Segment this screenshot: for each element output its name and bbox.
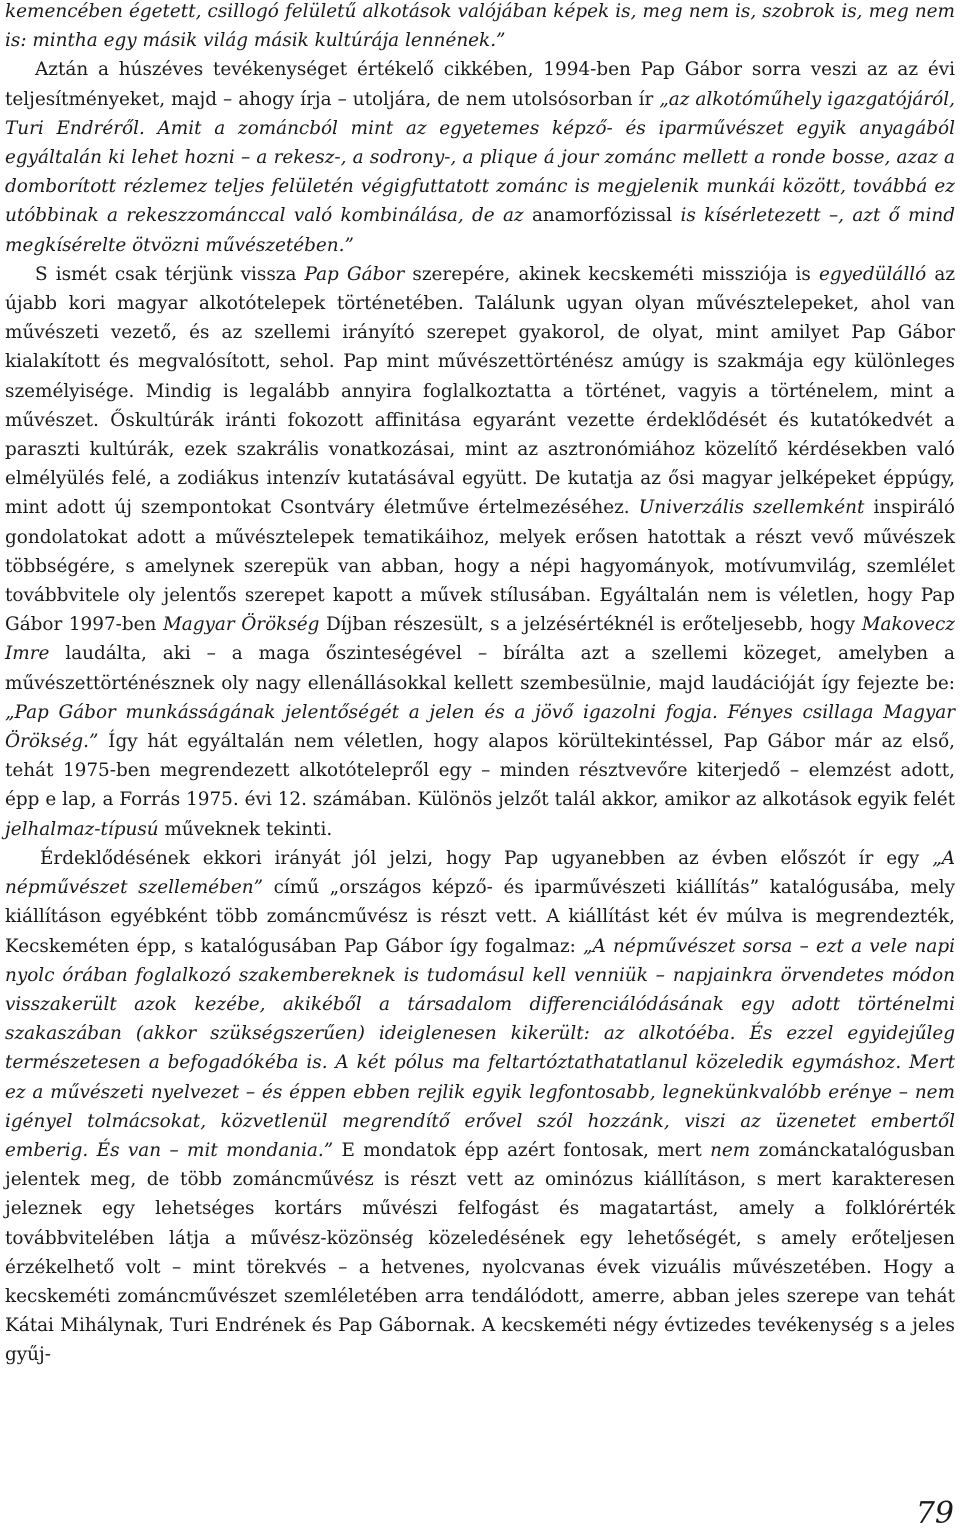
paragraph-3 xyxy=(5,260,955,844)
italic-text-run: Univerzális szellemként xyxy=(638,497,865,519)
text-run: inspiráló gondolatokat adott a művésztelepek tematikáihoz, melyek erősen hatottak a részt vevő művészek többségére, s amelynek szerepük van abban, hogy a népi hagyományok, motívumvilág, szemlélet továbbvitele oly jelentős szerepet kapott a művek stílusában. Egyáltalán nem is véletlen, hogy Pap Gábor 1997-ben xyxy=(5,497,956,636)
italic-text-run: egyedülálló xyxy=(819,263,927,285)
text-run: Díjban részesült, s a jelzésértéknél is erőteljesebb, hogy xyxy=(319,614,862,636)
paragraph-2 xyxy=(5,55,955,259)
italic-text-run: „A népművészet szellemében” xyxy=(5,847,955,899)
italic-text-run: nem xyxy=(710,1139,751,1161)
paragraph-4 xyxy=(5,844,955,1370)
text-run: anamorfózissal xyxy=(531,205,673,227)
italic-text-run: jelhalmaz-típusú xyxy=(5,818,159,840)
italic-text-run: „A népművészet sorsa – ezt a vele napi nyolc órában foglalkozó szakembereknek is tudomásul kell venniük – napjainkra örvendetes módon visszakerült azok kezébe, akikéből a társadalom differenciálódásának egy adott történelmi szakaszában (akkor szükségszerűen) ideiglenesen kikerült: az alkotóéba. És ezzel egyidejűleg természetesen a befogadókéba is. A két pólus ma feltartóztathatatlanul közeledik egymáshoz. Mert ez a művészeti nyelvezet – és éppen ebben rejlik egyik legfontosabb, legnekünkvalóbb erénye – nem igényel tolmácsokat, közvetlenül megrendítő erővel szól hozzánk, viszi az üzenetet embertől emberig. És van – mit mondania.” xyxy=(5,935,955,1161)
italic-text-run: kemencében égetett, csillogó felületű alkotások valójában képek is, meg nem is, szobrok is, meg nem is: mintha egy másik világ másik kultúrája lennének.” xyxy=(5,1,955,52)
text-run: műveknek tekinti. xyxy=(158,818,333,840)
text-run: Aztán a húszéves tevékenységet értékelő cikkében, 1994-ben Pap Gábor sorra veszi az az évi teljesítményeket, majd – ahogy írja – utoljára, de nem utolsósorban ír xyxy=(5,59,955,110)
document-page xyxy=(5,0,955,1370)
page-number: 79 xyxy=(915,1496,954,1531)
text-run: Érdeklődésének ekkori irányát jól jelzi, hogy Pap ugyanebben az évben előszót ír egy xyxy=(40,847,933,869)
text-run: című „országos képző- és iparművészeti kiállítás” katalógusába, mely kiállításon egyébként több zománcművész is részt vett. A kiállítást két év múlva is megrendezték, Kecskeméten épp, s katalógusában Pap Gábor így fogalmaz: xyxy=(5,877,955,957)
text-run: Így hát egyáltalán nem véletlen, hogy alapos körültekintéssel, Pap Gábor már az első, tehát 1975-ben megrendezett alkotótelepről egy – minden résztvevőre kiterjedő – elemzést adott, épp e lap, a Forrás 1975. évi 12. számában. Különös jelzőt talál akkor, amikor az alkotások egyik felét xyxy=(5,731,955,811)
italic-text-run: Magyar Örökség xyxy=(162,614,320,636)
italic-text-run: „az alkotóműhely igazgatójáról, Turi Endréről. Amit a zománcból mint az egyetemes képző- és iparművészet egyik anyagából egyáltalán ki lehet hozni – a rekesz-, a sodrony-, a plique á jour zománc mellett a ronde bosse, azaz a domborított rézlemez teljes felületén végigfuttatott zománc is megjelenik munkái között, továbbá ez utóbbinak a rekeszzománccal való kombinálása, de az xyxy=(5,88,955,227)
text-run: laudálta, aki – a maga őszinteségével – bírálta azt a szellemi közeget, amelyben a művészettörténésznek oly nagy ellenállásokkal kellett szembesülnie, majd laudációját így fejezte be: xyxy=(5,643,955,694)
italic-text-run: „Pap Gábor munkásságának jelentőségét a jelen és a jövő igazolni fogja. Fényes csillaga Magyar Örökség.” xyxy=(5,701,955,753)
text-run: az újabb kori magyar alkotótelepek történetében. Találunk ugyan olyan művésztelepeket, ahol van művészeti vezető, és az szellemi irányító szerepet gyakorol, de olyat, mint amilyet Pap Gábor kialakított és megvalósított, sehol. Pap mint művészettörténész amúgy is szakmája egy különleges személyisége. Mindig is legalább annyira foglalkoztatta a történet, vagyis a történelem, mint a művészet. Őskultúrák iránti fokozott affinitása egyaránt vezette érdeklődését és kutatókedvét a paraszti kultúrák, ezek szakrális vonatkozásai, mint az asztronómiához közelítő kérdésekben való elmélyülés felé, a zodiákus intenzív kutatásával együtt. De kutatja az ősi magyar jelképeket éppúgy, mint adott új szempontokat Csontváry életműve értelmezéséhez. xyxy=(5,263,956,519)
text-run: szerepére, akinek kecskeméti missziója is xyxy=(404,263,819,285)
text-run: E mondatok épp azért fontosak, mert xyxy=(333,1139,711,1161)
italic-text-run: Makovecz Imre xyxy=(5,614,955,665)
italic-text-run: Pap Gábor xyxy=(304,263,405,285)
paragraph-1 xyxy=(5,0,955,55)
italic-text-run: is kísérletezett –, azt ő mind megkísérelte ötvözni művészetében.” xyxy=(5,205,955,256)
text-run: zománckatalógusban jelentek meg, de több zománcművész is részt vett az ominózus kiállításon, s mert karakteresen jeleznek egy lehetséges kortárs művészi felfogást és magatartást, amely a folklórérték továbbvitelében látja a művész-közönség közeledésének egy lehetőségét, s amely erőteljesen érzékelhető volt – mint törekvés – a hetvenes, nyolcvanas évek vizuális művészetében. Hogy a kecskeméti zománcművészet szemléletében arra tendálódott, amerre, abban jeles szerepe van tehát Kátai Mihálynak, Turi Endrének és Pap Gábornak. A kecskeméti négy évtizedes tevékenység s a jeles gyűj- xyxy=(5,1139,955,1366)
text-run: S ismét csak térjünk vissza xyxy=(35,263,305,285)
